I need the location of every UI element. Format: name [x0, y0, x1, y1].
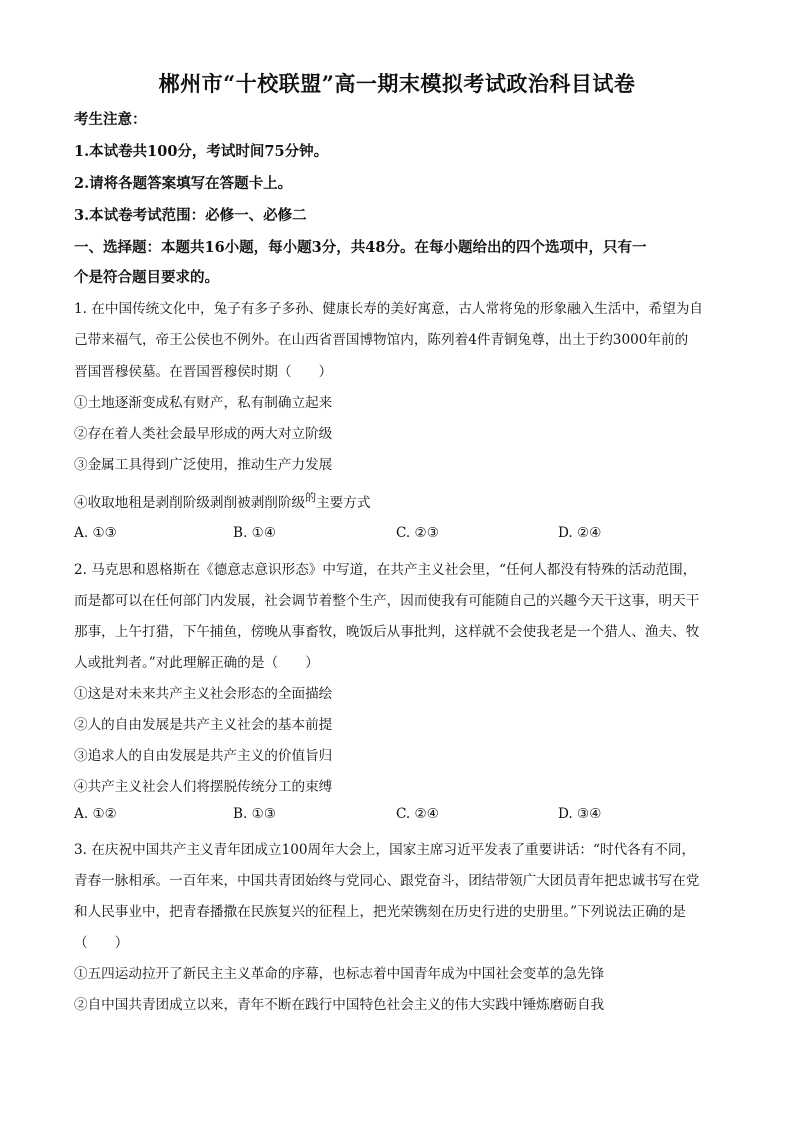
question-3-item-2: ②自中国共青团成立以来，青年不断在践行中国特色社会主义的伟大实践中锤炼磨砺自我: [74, 997, 605, 1013]
question-1-item-4: [74, 491, 370, 511]
question-2-item-2: ②人的自由发展是共产主义社会的基本前提: [74, 717, 333, 733]
question-1-option-c[interactable]: C. ②③: [396, 525, 439, 541]
question-2-option-c[interactable]: C. ②④: [396, 806, 439, 822]
notice-item-1: 1.本试卷共100分，考试时间75分钟。: [74, 143, 329, 160]
question-1-option-d[interactable]: D. ②④: [558, 525, 602, 541]
question-2-item-3: ③追求人的自由发展是共产主义的价值旨归: [74, 748, 333, 764]
question-2-line-2: 而是都可以在任何部门内发展，社会调节着整个生产，因而使我有可能随自己的兴趣今天干这事，明天干: [74, 593, 700, 609]
question-2-option-a[interactable]: A. ①②: [74, 806, 117, 822]
question-1-item-4-tail: 主要方式: [316, 495, 371, 511]
notice-item-3: 3.本试卷考试范围：必修一、必修二: [74, 207, 307, 224]
question-2-line-4: 人或批判者。”对此理解正确的是（ ）: [74, 655, 319, 671]
question-1-line-3: 晋国晋穆侯墓。在晋国晋穆侯时期（ ）: [74, 364, 333, 380]
question-1-line-1: 1. 在中国传统文化中，兔子有多子多孙、健康长寿的美好寓意，古人常将兔的形象融入生活中，希望为自: [74, 301, 704, 317]
section-heading-line-2: 个是符合题目要求的。: [74, 269, 219, 286]
section-heading-line-1: 一、选择题：本题共16小题，每小题3分，共48分。在每小题给出的四个选项中，只有一: [74, 239, 647, 256]
question-3-line-1: 3. 在庆祝中国共产主义青年团成立100周年大会上，国家主席习近平发表了重要讲话：“时代各有不同，: [74, 842, 696, 858]
question-2-item-1: ①这是对未来共产主义社会形态的全面描绘: [74, 686, 333, 702]
question-3-line-2: 青春一脉相承。一百年来，中国共青团始终与党同心、跟党奋斗，团结带领广大团员青年把忠诚书写在党: [74, 873, 700, 889]
question-1-item-3: ③金属工具得到广泛使用，推动生产力发展: [74, 457, 333, 473]
question-1-option-a[interactable]: A. ①③: [74, 525, 117, 541]
question-3-line-4: （ ）: [74, 935, 129, 951]
notice-heading: 考生注意：: [74, 111, 147, 128]
question-2-line-3: 那事，上午打猎，下午捕鱼，傍晚从事畜牧，晚饭后从事批判，这样就不会使我老是一个猎人、渔夫、牧: [74, 624, 700, 640]
question-2-item-4: ④共产主义社会人们将摆脱传统分工的束缚: [74, 779, 333, 795]
question-1-line-2: 己带来福气，帝王公侯也不例外。在山西省晋国博物馆内，陈列着4件青铜兔尊，出土于约3000年前的: [74, 332, 689, 348]
question-3-item-1: ①五四运动拉开了新民主主义革命的序幕，也标志着中国青年成为中国社会变革的急先锋: [74, 966, 605, 982]
question-3-line-3: 和人民事业中，把青春播撒在民族复兴的征程上，把光荣镌刻在历史行进的史册里。”下列说法正确的是: [74, 904, 686, 920]
page-title: 郴州市“十校联盟”高一期末模拟考试政治科目试卷: [158, 71, 636, 96]
question-2-option-b[interactable]: B. ①③: [233, 806, 277, 822]
notice-item-2: 2.请将各题答案填写在答题卡上。: [74, 175, 293, 192]
question-2-line-1: 2. 马克思和恩格斯在《德意志意识形态》中写道，在共产主义社会里，“任何人都没有特殊的活动范围，: [74, 562, 697, 578]
question-1-option-b[interactable]: B. ①④: [233, 525, 277, 541]
question-1-item-4-text: ④收取地租是剥削阶级剥削被剥削阶级: [74, 495, 306, 511]
question-1-item-1: ①土地逐渐变成私有财产，私有制确立起来: [74, 395, 333, 411]
question-2-option-d[interactable]: D. ③④: [558, 806, 602, 822]
question-1-item-2: ②存在着人类社会最早形成的两大对立阶级: [74, 426, 333, 442]
question-1-item-4-superscript: 的: [305, 491, 317, 504]
